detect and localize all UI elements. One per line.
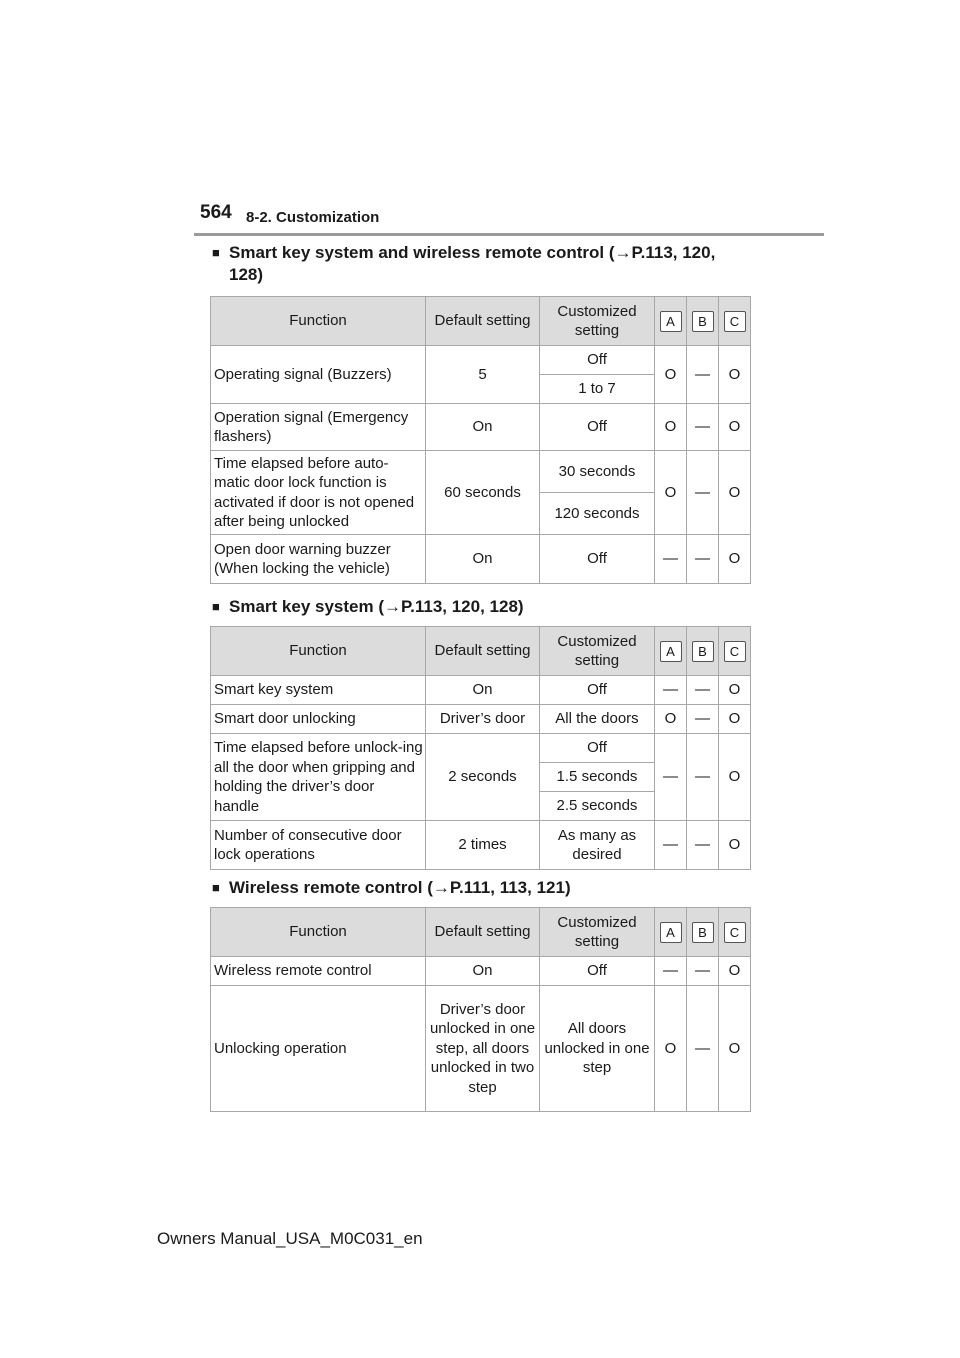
function-cell: Smart door unlocking bbox=[211, 705, 426, 734]
label-c-box: C bbox=[724, 641, 746, 662]
customized-cell: As many as desired bbox=[540, 821, 655, 870]
table-header-row bbox=[211, 908, 751, 957]
customized-cell: Off bbox=[540, 535, 655, 584]
column-header-default: Default setting bbox=[426, 627, 540, 676]
mark-a-cell: O bbox=[655, 705, 687, 734]
table-row bbox=[211, 821, 751, 870]
customized-cell: Off bbox=[540, 404, 655, 451]
default-cell: 5 bbox=[426, 346, 540, 404]
column-header-a bbox=[655, 297, 687, 346]
mark-c-cell: O bbox=[719, 346, 751, 404]
label-c-box: C bbox=[724, 311, 746, 332]
mark-c-cell: O bbox=[719, 734, 751, 821]
function-cell: Wireless remote control bbox=[211, 957, 426, 986]
customized-cell: Off bbox=[540, 734, 655, 763]
default-cell: Driver’s door bbox=[426, 705, 540, 734]
customized-cell: All the doors bbox=[540, 705, 655, 734]
mark-b-cell: — bbox=[687, 821, 719, 870]
customized-cell: 2.5 seconds bbox=[540, 792, 655, 821]
square-bullet-icon: ■ bbox=[212, 880, 220, 895]
function-cell: Smart key system bbox=[211, 676, 426, 705]
customized-cell: Off bbox=[540, 676, 655, 705]
mark-b-cell: — bbox=[687, 705, 719, 734]
table-row bbox=[211, 451, 751, 493]
mark-c-cell: O bbox=[719, 404, 751, 451]
column-header-default: Default setting bbox=[426, 908, 540, 957]
default-cell: On bbox=[426, 676, 540, 705]
column-header-customized: Customized setting bbox=[540, 627, 655, 676]
function-cell: Time elapsed before auto-matic door lock function is activated if door is not opened after being unlocked bbox=[211, 451, 426, 535]
section-heading-line: 128) bbox=[229, 265, 264, 284]
default-cell: On bbox=[426, 957, 540, 986]
label-a-box: A bbox=[660, 311, 682, 332]
function-cell: Operating signal (Buzzers) bbox=[211, 346, 426, 404]
mark-b-cell: — bbox=[687, 676, 719, 705]
mark-a-cell: — bbox=[655, 734, 687, 821]
column-header-function: Function bbox=[211, 627, 426, 676]
mark-c-cell: O bbox=[719, 986, 751, 1112]
mark-c-cell: O bbox=[719, 451, 751, 535]
column-header-function: Function bbox=[211, 908, 426, 957]
customized-cell: 1 to 7 bbox=[540, 375, 655, 404]
square-bullet-icon: ■ bbox=[212, 245, 220, 260]
section-heading-line: Smart key system (→P.113, 120, 128) bbox=[229, 597, 524, 616]
settings-table-wireless-remote bbox=[210, 907, 751, 1112]
section-heading-line: Wireless remote control (→P.111, 113, 121) bbox=[229, 878, 571, 897]
table-row bbox=[211, 676, 751, 705]
header-divider bbox=[194, 233, 824, 236]
customized-cell: Off bbox=[540, 346, 655, 375]
mark-c-cell: O bbox=[719, 705, 751, 734]
mark-b-cell: — bbox=[687, 535, 719, 584]
mark-c-cell: O bbox=[719, 676, 751, 705]
mark-c-cell: O bbox=[719, 821, 751, 870]
mark-c-cell: O bbox=[719, 535, 751, 584]
label-a-box: A bbox=[660, 641, 682, 662]
section-heading-wireless-remote bbox=[212, 877, 571, 899]
section-heading-smart-key-and-remote bbox=[212, 242, 715, 286]
mark-a-cell: — bbox=[655, 676, 687, 705]
function-cell: Unlocking operation bbox=[211, 986, 426, 1112]
table-header-row bbox=[211, 627, 751, 676]
mark-a-cell: O bbox=[655, 404, 687, 451]
customized-cell: 30 seconds bbox=[540, 451, 655, 493]
mark-b-cell: — bbox=[687, 734, 719, 821]
default-cell: On bbox=[426, 404, 540, 451]
column-header-c bbox=[719, 908, 751, 957]
mark-a-cell: O bbox=[655, 346, 687, 404]
section-heading-line: Smart key system and wireless remote control (→P.113, 120, bbox=[229, 243, 716, 262]
mark-a-cell: — bbox=[655, 957, 687, 986]
table-row bbox=[211, 986, 751, 1112]
default-cell: 2 times bbox=[426, 821, 540, 870]
column-header-function: Function bbox=[211, 297, 426, 346]
column-header-c bbox=[719, 627, 751, 676]
function-cell: Number of consecutive door lock operations bbox=[211, 821, 426, 870]
default-cell: On bbox=[426, 535, 540, 584]
column-header-a bbox=[655, 908, 687, 957]
column-header-customized: Customized setting bbox=[540, 297, 655, 346]
square-bullet-icon: ■ bbox=[212, 599, 220, 614]
settings-table-smart-key bbox=[210, 626, 751, 870]
column-header-b bbox=[687, 297, 719, 346]
column-header-a bbox=[655, 627, 687, 676]
chapter-title: 8-2. Customization bbox=[246, 209, 380, 226]
label-b-box: B bbox=[692, 641, 714, 662]
mark-b-cell: — bbox=[687, 404, 719, 451]
label-b-box: B bbox=[692, 311, 714, 332]
customized-cell: 1.5 seconds bbox=[540, 763, 655, 792]
page-number: 564 bbox=[200, 202, 232, 223]
table-row bbox=[211, 404, 751, 451]
mark-a-cell: — bbox=[655, 535, 687, 584]
table-row bbox=[211, 346, 751, 375]
customized-cell: All doors unlocked in one step bbox=[540, 986, 655, 1112]
column-header-default: Default setting bbox=[426, 297, 540, 346]
default-cell: Driver’s door unlocked in one step, all doors unlocked in two step bbox=[426, 986, 540, 1112]
table-row bbox=[211, 957, 751, 986]
mark-b-cell: — bbox=[687, 451, 719, 535]
mark-b-cell: — bbox=[687, 346, 719, 404]
function-cell: Time elapsed before unlock-ing all the door when gripping and holding the driver’s door handle bbox=[211, 734, 426, 821]
table-header-row bbox=[211, 297, 751, 346]
column-header-b bbox=[687, 627, 719, 676]
column-header-customized: Customized setting bbox=[540, 908, 655, 957]
mark-a-cell: O bbox=[655, 451, 687, 535]
mark-c-cell: O bbox=[719, 957, 751, 986]
label-b-box: B bbox=[692, 922, 714, 943]
label-c-box: C bbox=[724, 922, 746, 943]
column-header-c bbox=[719, 297, 751, 346]
section-heading-smart-key bbox=[212, 596, 524, 618]
customized-cell: Off bbox=[540, 957, 655, 986]
default-cell: 60 seconds bbox=[426, 451, 540, 535]
function-cell: Open door warning buzzer (When locking the vehicle) bbox=[211, 535, 426, 584]
default-cell: 2 seconds bbox=[426, 734, 540, 821]
function-cell: Operation signal (Emergency flashers) bbox=[211, 404, 426, 451]
column-header-b bbox=[687, 908, 719, 957]
settings-table-smart-key-and-remote bbox=[210, 296, 751, 584]
mark-a-cell: — bbox=[655, 821, 687, 870]
customized-cell: 120 seconds bbox=[540, 493, 655, 535]
mark-b-cell: — bbox=[687, 957, 719, 986]
mark-a-cell: O bbox=[655, 986, 687, 1112]
table-row bbox=[211, 705, 751, 734]
table-row bbox=[211, 734, 751, 763]
table-row bbox=[211, 535, 751, 584]
label-a-box: A bbox=[660, 922, 682, 943]
mark-b-cell: — bbox=[687, 986, 719, 1112]
footer-manual-id: Owners Manual_USA_M0C031_en bbox=[157, 1229, 423, 1248]
